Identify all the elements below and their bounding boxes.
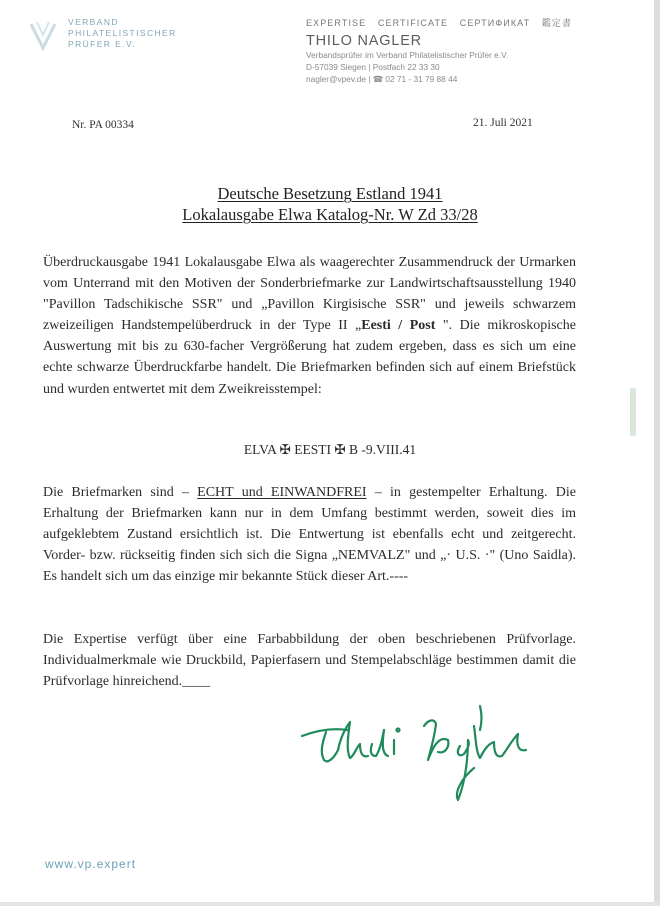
cancellation-text: ELVA ✠ EESTI ✠ B -9.VIII.41	[243, 442, 417, 457]
description-paragraph	[43, 252, 576, 400]
verdict-text: Die Briefmarken sind –	[43, 485, 198, 500]
association-line: VERBAND	[68, 17, 119, 27]
pencil-mark	[630, 388, 636, 436]
certificate-date: 21. Juli 2021	[473, 117, 533, 129]
verdict-paragraph	[43, 482, 576, 587]
association-line: PRÜFER E.V.	[68, 39, 136, 49]
description-text: ". Die mikroskopische Auswertung mit bis zu 630-facher Vergrößerung hat zudem ergeben, dass es sich um eine echte schwarze Überdruckfarbe handelt. Die Briefmarken befinden sich auf einem Briefstück und wurden entwertet mit dem Zweikreisstempel:	[43, 318, 576, 397]
verdict-genuine: ECHT und EINWANDFREI	[197, 485, 367, 500]
website-link[interactable]: www.vp.expert	[45, 857, 137, 871]
page-edge	[654, 0, 660, 906]
expert-name: THILO NAGLER	[306, 33, 422, 49]
expert-signature-icon	[298, 700, 538, 810]
document-title	[40, 183, 620, 225]
expertise-languages	[306, 16, 606, 29]
expertise-word: 鑑定書	[541, 18, 573, 28]
title-line: Lokalausgabe Elwa Katalog-Nr. W Zd 33/28	[182, 205, 478, 224]
title-line: Deutsche Besetzung Estland 1941	[217, 184, 443, 203]
expert-role: Verbandsprüfer im Verband Philatelistischer Prüfer e.V.	[306, 50, 509, 60]
expertise-word: EXPERTISE	[306, 18, 367, 28]
contact-phone: ☎ 02 71 - 31 79 88 44	[372, 74, 458, 84]
address-city: D-57039 Siegen	[306, 62, 366, 72]
expert-contact: nagler@vpev.de | ☎ 02 71 - 31 79 88 44	[306, 74, 458, 84]
expertise-word: СЕРТИФИКАТ	[459, 18, 531, 28]
association-logo	[18, 16, 198, 56]
address-postbox: Postfach 22 33 30	[372, 62, 440, 72]
expertise-note-tail: ____	[182, 674, 211, 690]
association-line: PHILATELISTISCHER	[68, 28, 177, 38]
expertise-note-text: Die Expertise verfügt über eine Farbabbildung der oben beschriebenen Prüfvorlage. Individualmerkmale wie Druckbild, Papierfasern und Stempelabschläge bestimmen damit die Prüfvorlage hinreichend.	[43, 632, 576, 690]
description-text: Überdruckausgabe 1941 Lokalausgabe Elwa als waagerechter Zusammendruck der Urmarken vom Unterrand mit den Motiven der Sonderbriefmarke zur Landwirtschaftsausstellung 1940 "Pavillon Tadschikische SSR" und „Pavillon Kirgisische SSR" und jeweils schwarzem zweizeiligen Handstempelüberdruck in der Type II „	[43, 255, 576, 334]
expert-letterhead	[306, 16, 606, 85]
contact-email[interactable]: nagler@vpev.de	[306, 74, 366, 84]
page-edge-bottom	[0, 902, 660, 906]
association-emblem-icon	[28, 18, 58, 52]
overprint-type: Eesti / Post	[361, 318, 436, 334]
expert-address: D-57039 Siegen | Postfach 22 33 30	[306, 62, 440, 72]
expertise-note-paragraph	[43, 629, 576, 692]
verdict-text: – in gestempelter Erhaltung. Die Erhaltung der Briefmarken kann nur in dem Umfang bestimmt werden, soweit dies im aufgeklebtem Zustand ersichtlich ist. Die Entwertung ist ebenfalls echt und zeitgerecht. Vorder- bzw. rückseitig finden sich sich die Signa „NEMVALZ" und „· U.S. ·" (Uno Saidla). Es handelt sich um das einzige mir bekannte Stück dieser Art.----	[43, 485, 576, 585]
certificate-number: Nr. PA 00334	[72, 119, 134, 131]
association-name	[68, 17, 177, 50]
expertise-word: CERTIFICATE	[377, 18, 449, 28]
